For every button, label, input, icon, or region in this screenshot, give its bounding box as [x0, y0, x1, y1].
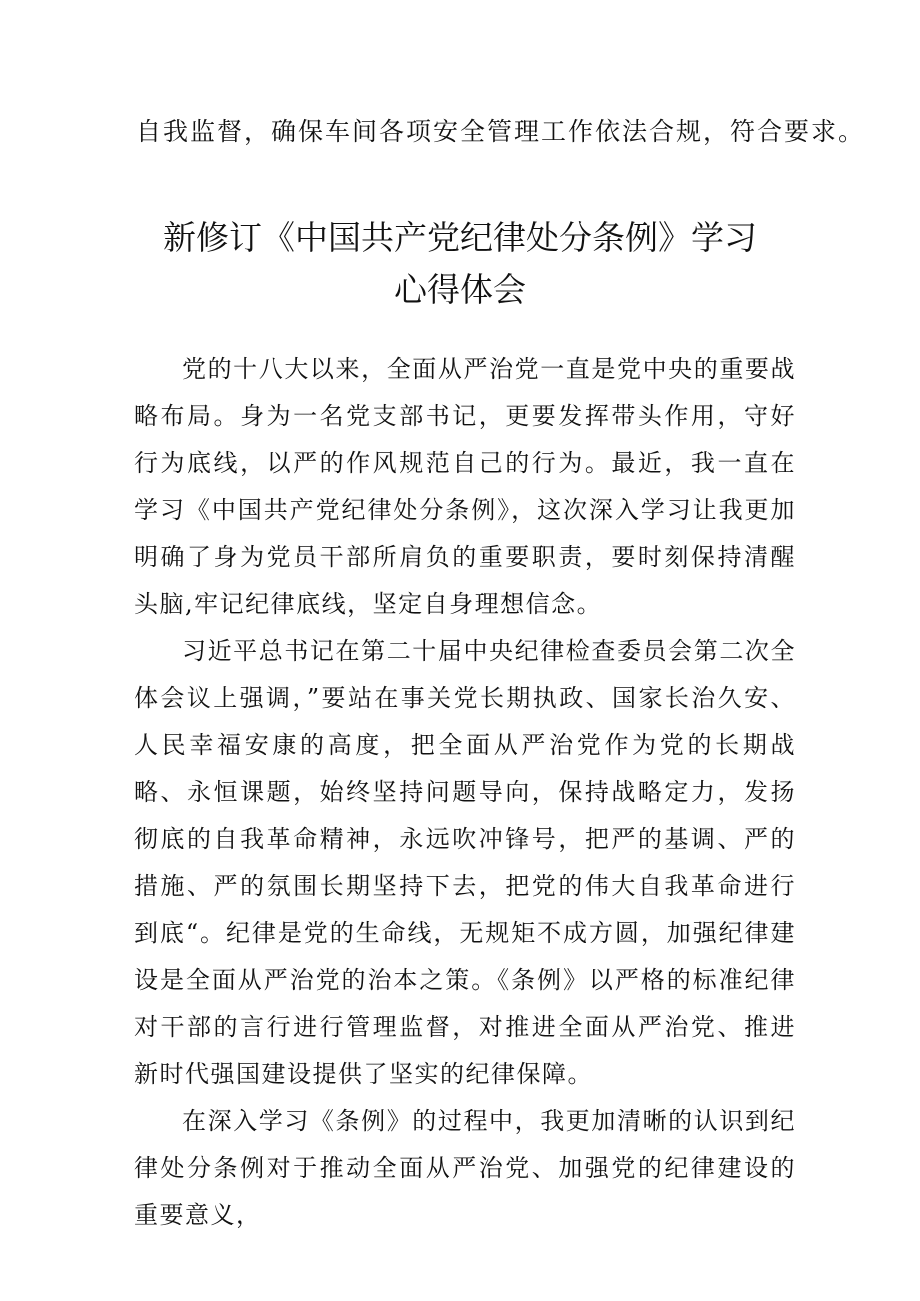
paragraph-3: 在深入学习《条例》的过程中，我更加清晰的认识到纪律处分条例对于推动全面从严治党、加强党的纪律建设的重要意义，	[134, 1107, 796, 1229]
previous-section-closing-line: 自我监督，确保车间各项安全管理工作依法合规，符合要求。	[136, 117, 866, 146]
body-text	[134, 346, 796, 1239]
paragraph-1: 党的十八大以来，全面从严治党一直是党中央的重要战略布局。身为一名党支部书记，更要发挥带头作用，守好行为底线，以严的作风规范自己的行为。最近，我一直在学习《中国共产党纪律处分条例》，这次深入学习让我更加明确了身为党员干部所肩负的重要职责，要时刻保持清醒头脑,牢记纪律底线，坚定自身理想信念。	[134, 355, 796, 618]
title-line-2: 心得体会	[394, 270, 526, 309]
title-line-1: 新修订《中国共产党纪律处分条例》学习	[163, 218, 757, 257]
document-title	[110, 212, 810, 316]
paragraph-2: 习近平总书记在第二十届中央纪律检查委员会第二次全体会议上强调，”要站在事关党长期执政、国家长治久安、人民幸福安康的高度，把全面从严治党作为党的长期战略、永恒课题，始终坚持问题导向，保持战略定力，发扬彻底的自我革命精神，永远吹冲锋号，把严的基调、严的措施、严的氛围长期坚持下去，把党的伟大自我革命进行到底“。纪律是党的生命线，无规矩不成方圆，加强纪律建设是全面从严治党的治本之策。《条例》以严格的标准纪律对干部的言行进行管理监督，对推进全面从严治党、推进新时代强国建设提供了坚实的纪律保障。	[134, 637, 796, 1088]
